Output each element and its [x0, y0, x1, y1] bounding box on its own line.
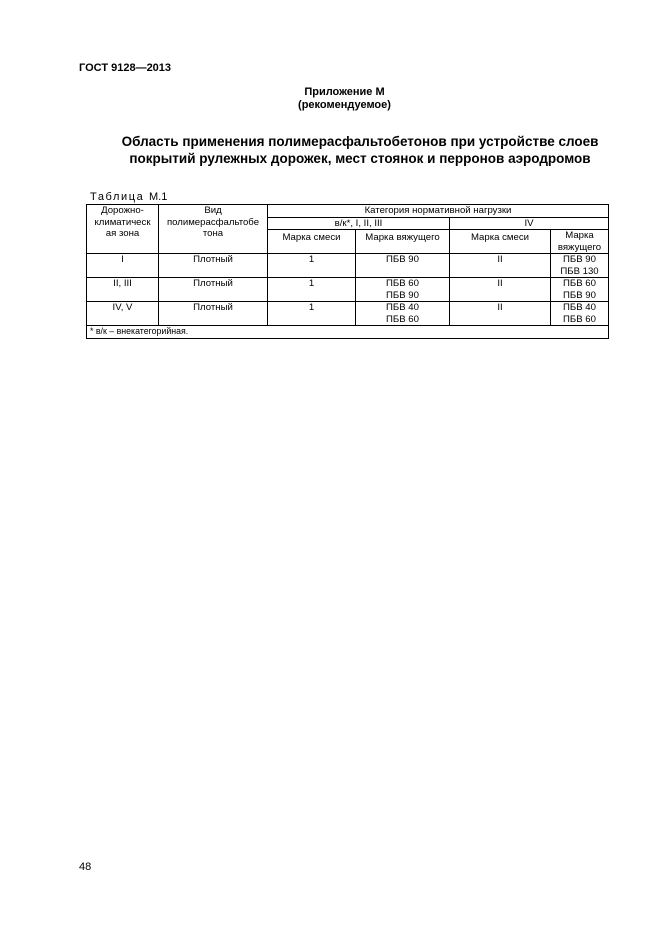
- cell-mix-2: II: [450, 302, 551, 326]
- cell-mix-1: 1: [268, 254, 356, 278]
- header-category: Категория нормативной нагрузки: [268, 205, 609, 218]
- header-type: [159, 205, 268, 254]
- cell-mix-2: II: [450, 278, 551, 302]
- header-zone-line-3: ая зона: [105, 228, 140, 239]
- cell-binder-1-value: ПБВ 60: [386, 278, 419, 289]
- cell-binder-2: [551, 254, 609, 278]
- cell-binder-2-value: ПБВ 90: [563, 254, 596, 265]
- header-mix-grade-1: Марка смеси: [268, 230, 356, 254]
- application-table: [86, 204, 609, 339]
- header-group-1: в/к*, I, II, III: [268, 217, 450, 230]
- header-binder-grade-2-line-2: вяжущего: [557, 241, 602, 253]
- cell-binder-1-value: ПБВ 40: [386, 302, 419, 313]
- header-binder-grade-2-line-1: Марка: [565, 230, 594, 241]
- cell-binder-2-value: ПБВ 130: [560, 265, 599, 277]
- title-line-2: покрытий рулежных дорожек, мест стоянок и перронов аэродромов: [129, 151, 591, 166]
- page-number: 48: [79, 861, 92, 873]
- document-header: ГОСТ 9128—2013: [79, 62, 172, 74]
- cell-mix-1: 1: [268, 302, 356, 326]
- cell-binder-2: [551, 302, 609, 326]
- appendix-title: [60, 133, 660, 167]
- header-mix-grade-2: Марка смеси: [450, 230, 551, 254]
- footnote-row: [87, 326, 609, 339]
- table-caption-number: М.1: [149, 191, 168, 203]
- cell-binder-1-value: ПБВ 60: [386, 313, 419, 325]
- cell-binder-1-value: ПБВ 90: [386, 254, 419, 265]
- cell-zone: I: [87, 254, 159, 278]
- cell-binder-1: [356, 278, 450, 302]
- appendix-status: (рекомендуемое): [298, 99, 391, 111]
- header-type-line-1: Вид: [204, 205, 222, 216]
- cell-type: Плотный: [159, 254, 268, 278]
- cell-zone: II, III: [87, 278, 159, 302]
- header-row-1: [87, 205, 609, 218]
- header-binder-grade-2: [551, 230, 609, 254]
- cell-binder-1-value: ПБВ 90: [386, 289, 419, 301]
- header-zone: [87, 205, 159, 254]
- cell-zone: IV, V: [87, 302, 159, 326]
- header-zone-line-2: климатическ: [94, 216, 151, 228]
- cell-binder-1: [356, 254, 450, 278]
- table-caption: [90, 191, 167, 203]
- header-binder-grade-1: Марка вяжущего: [356, 230, 450, 254]
- cell-binder-2-value: ПБВ 60: [563, 313, 596, 325]
- header-type-line-3: тона: [202, 228, 224, 239]
- cell-binder-2: [551, 278, 609, 302]
- table-row: [87, 302, 609, 326]
- table-row: [87, 278, 609, 302]
- cell-binder-1: [356, 302, 450, 326]
- header-zone-line-1: Дорожно-: [101, 205, 144, 216]
- cell-binder-2-value: ПБВ 60: [563, 278, 596, 289]
- cell-mix-2: II: [450, 254, 551, 278]
- cell-type: Плотный: [159, 302, 268, 326]
- cell-binder-2-value: ПБВ 90: [563, 289, 596, 301]
- table-row: [87, 254, 609, 278]
- table-footnote: * в/к – внекатегорийная.: [87, 326, 609, 339]
- title-line-1: Область применения полимерасфальтобетонов при устройстве слоев: [121, 134, 599, 149]
- cell-mix-1: 1: [268, 278, 356, 302]
- cell-binder-2-value: ПБВ 40: [563, 302, 596, 313]
- appendix-label: Приложение М: [304, 86, 385, 98]
- header-type-line-2: полимерасфальтобе: [166, 216, 260, 228]
- appendix-heading: [0, 86, 661, 112]
- header-group-2: IV: [450, 217, 609, 230]
- table-caption-label: Таблица: [90, 191, 145, 203]
- cell-type: Плотный: [159, 278, 268, 302]
